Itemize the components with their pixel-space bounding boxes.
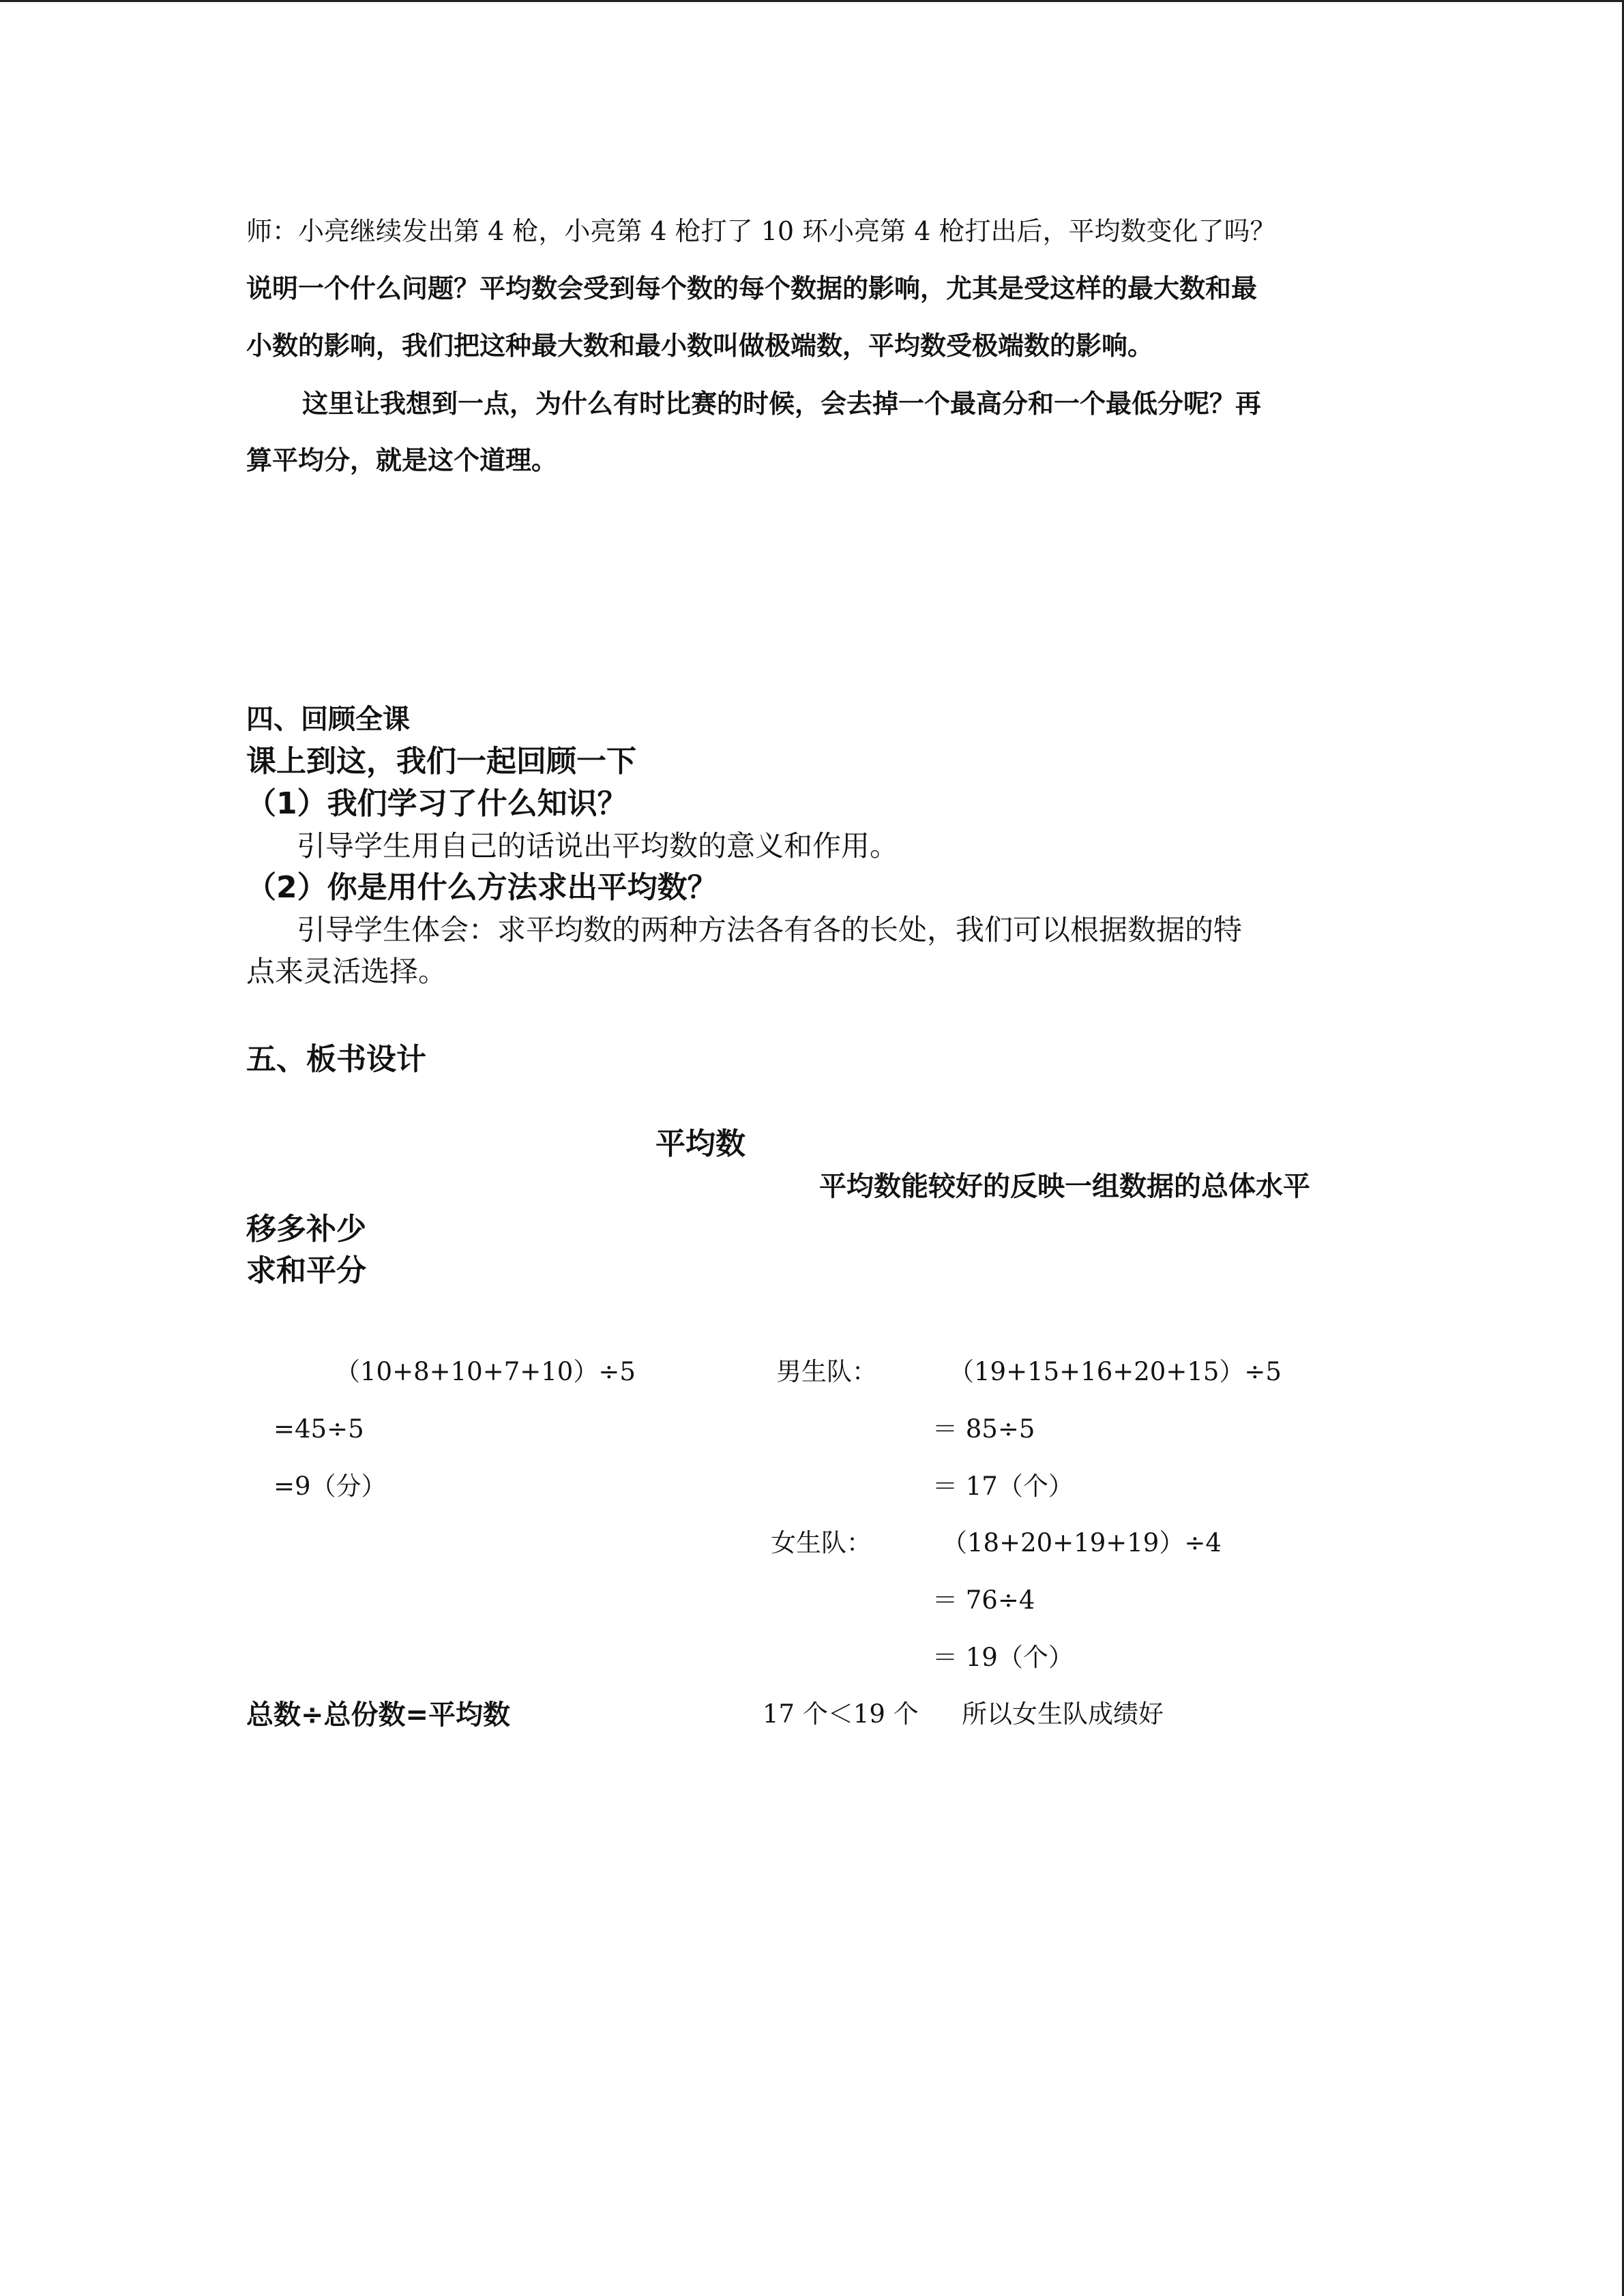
paragraph-line-2: 说明一个什么问题？平均数会受到每个数的每个数据的影响，尤其是受这样的最大数和最 [246,273,1258,303]
board-method-2: 求和平分 [246,1253,366,1288]
page-border-top [0,0,1624,2]
board-comparison: 17 个＜19 个 [763,1699,919,1729]
paragraph-line-4: 这里让我想到一点，为什么有时比赛的时候，会去掉一个最高分和一个最低分呢？再 [302,389,1262,419]
boys-team-step-1: ＝ 85÷5 [932,1414,1035,1444]
girls-team-expression: （18+20+19+19）÷4 [942,1528,1222,1557]
review-answer-1: 引导学生用自己的话说出平均数的意义和作用。 [297,829,899,863]
boys-team-expression: （19+15+16+20+15）÷5 [949,1357,1282,1386]
review-intro: 课上到这，我们一起回顾一下 [246,744,636,779]
board-conclusion: 所以女生队成绩好 [962,1699,1164,1729]
board-meaning: 平均数能较好的反映一组数据的总体水平 [819,1171,1310,1202]
girls-team-step-2: ＝ 19（个） [932,1643,1074,1672]
paragraph-line-1: 师：小亮继续发出第 4 枪，小亮第 4 枪打了 10 环小亮第 4 枪打出后，平均数变化了吗？ [246,216,1276,246]
board-formula: 总数÷总份数=平均数 [246,1699,511,1731]
section-heading-review: 四、回顾全课 [246,704,410,735]
board-method-1: 移多补少 [246,1212,366,1247]
review-answer-2-line-2: 点来灵活选择。 [246,955,447,988]
review-question-2: （2）你是用什么方法求出平均数？ [246,870,718,905]
paragraph-line-3: 小数的影响，我们把这种最大数和最小数叫做极端数，平均数受极端数的影响。 [246,331,1154,361]
boys-team-label: 男生队： [776,1357,877,1386]
girls-team-step-1: ＝ 76÷4 [932,1585,1035,1615]
girls-team-label: 女生队： [771,1528,872,1557]
left-calc-step-2: =9（分） [274,1472,387,1501]
paragraph-line-5: 算平均分，就是这个道理。 [246,445,558,475]
left-calc-step-1: =45÷5 [274,1414,364,1444]
section-heading-board: 五、板书设计 [246,1042,426,1077]
boys-team-step-2: ＝ 17（个） [932,1472,1074,1501]
board-title: 平均数 [655,1127,745,1161]
review-question-1: （1）我们学习了什么知识？ [246,786,628,821]
review-answer-2-line-1: 引导学生体会：求平均数的两种方法各有各的长处，我们可以根据数据的特 [297,913,1243,946]
left-calc-expression: （10+8+10+7+10）÷5 [335,1357,636,1386]
